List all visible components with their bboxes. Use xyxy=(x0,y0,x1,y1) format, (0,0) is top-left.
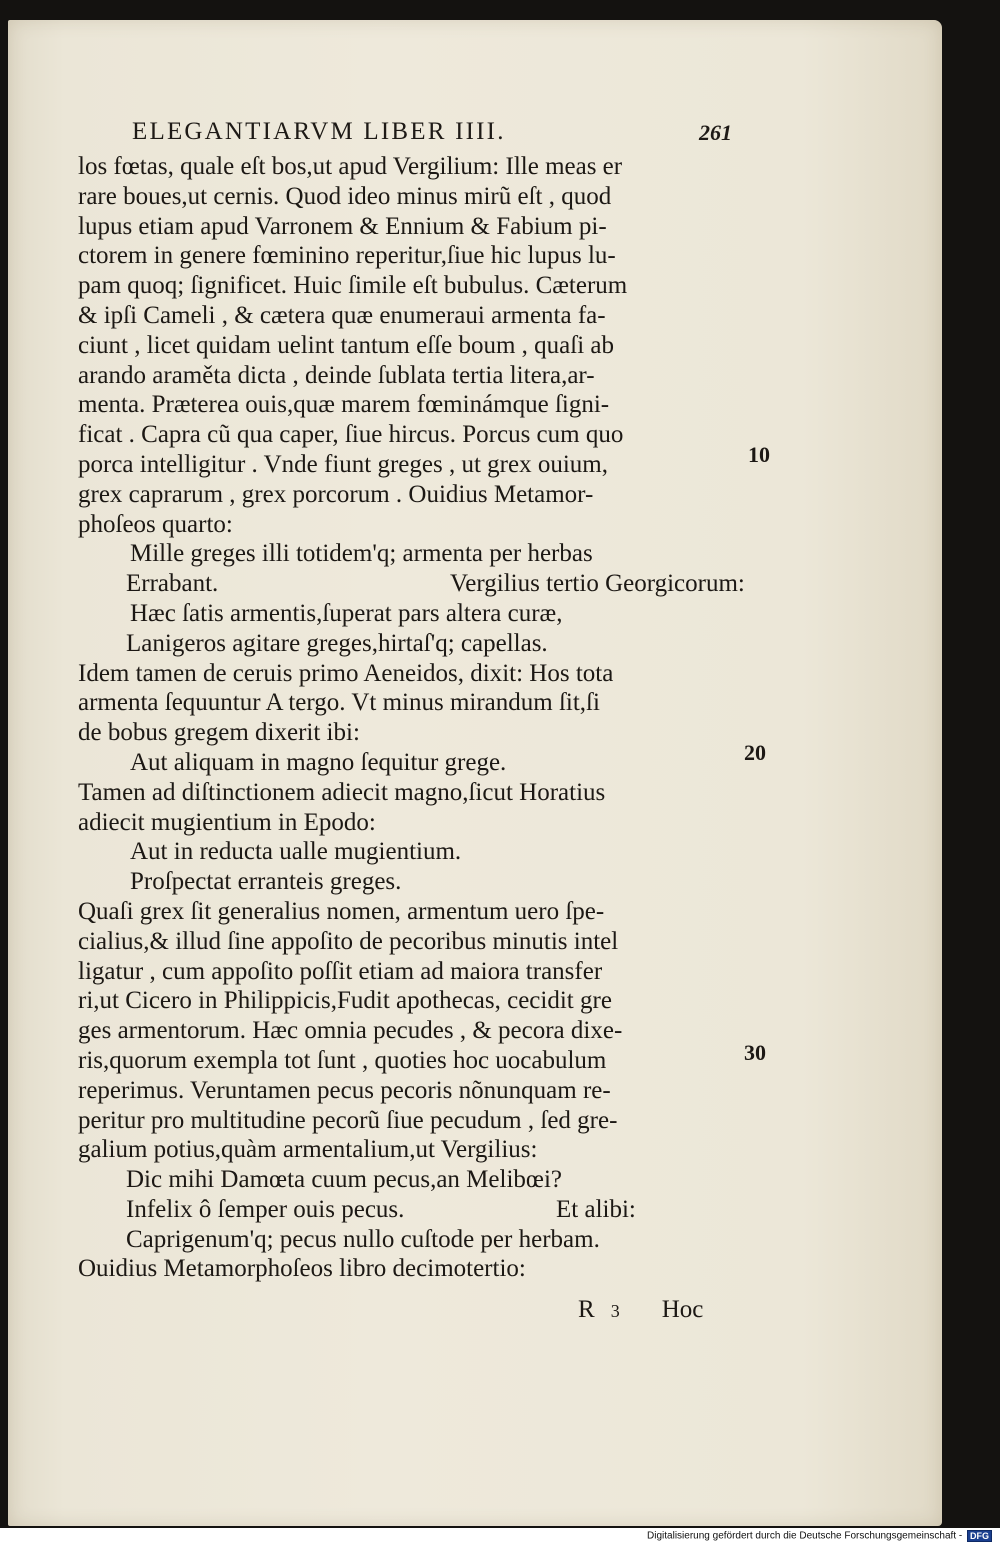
verse-line: Aut aliquam in magno ſequitur grege. xyxy=(130,748,507,776)
verse-line xyxy=(78,1195,748,1225)
verse-fragment: Errabant. xyxy=(126,570,219,598)
text-line: ligatur , cum appoſito poſſit etiam ad maiora transfer xyxy=(78,957,603,985)
verse-line: Mille greges illi totidem'q; armenta per herbas xyxy=(130,540,593,568)
text-line: cialius,& illud ſine appoſito de pecoribus minutis intel xyxy=(78,927,619,955)
margin-line-number: 30 xyxy=(744,1040,766,1065)
text-line: rare boues,ut cernis. Quod ideo minus mirũ eſt , quod xyxy=(78,182,612,210)
text-line: menta. Præterea ouis,quæ marem fœminámque ſigni- xyxy=(78,391,610,419)
text-line: ges armentorum. Hæc omnia pecudes , & pecora dixe- xyxy=(78,1017,623,1045)
verse-line: Caprigenum'q; pecus nullo cuſtode per herbam. xyxy=(126,1225,600,1253)
signature-mark: R xyxy=(578,1296,595,1323)
text-line: Quaſi grex ſit generalius nomen, armentum uero ſpe- xyxy=(78,897,605,925)
text-line: arando araměta dicta , deinde ſublata tertia litera,ar- xyxy=(78,361,595,389)
running-head: ELEGANTIARVM LIBER IIII. xyxy=(132,118,506,145)
margin-line-number: 10 xyxy=(748,442,770,467)
text-line: galium potius,quàm armentalium,ut Vergilius: xyxy=(78,1136,538,1164)
text-line: porca intelligitur . Vnde fiunt greges , ut grex ouium, xyxy=(78,450,608,478)
text-line: Idem tamen de ceruis primo Aeneidos, dixit: Hos tota xyxy=(78,659,614,687)
text-line: Tamen ad diſtinctionem adiecit magno,ſicut Horatius xyxy=(78,778,606,806)
verse-line: Proſpectat erranteis greges. xyxy=(130,868,402,896)
verse-line xyxy=(78,569,748,599)
text-line: reperimus. Veruntamen pecus pecoris nõnunquam re- xyxy=(78,1076,611,1104)
page-header xyxy=(132,118,732,148)
signature-number: 3 xyxy=(610,1301,620,1321)
text-line: lupus etiam apud Varronem & Ennium & Fabium pi- xyxy=(78,212,607,240)
text-line: grex caprarum , grex porcorum . Ouidius Metamor- xyxy=(78,480,594,508)
text-line: ctorem in genere fœminino reperitur,ſiue hic lupus lu- xyxy=(78,242,616,270)
text-line: armenta ſequuntur A tergo. Vt minus mirandum ſit,ſi xyxy=(78,689,600,717)
text-line: los fœtas, quale eſt bos,ut apud Vergilium: Ille meas er xyxy=(78,153,623,180)
text-line: ris,quorum exempla tot ſunt , quoties hoc uocabulum xyxy=(78,1046,607,1074)
credit-text: Digitalisierung gefördert durch die Deutsche Forschungsgemeinschaft - xyxy=(647,1530,963,1542)
citation-vergilius: Vergilius tertio Georgicorum: xyxy=(450,570,745,598)
text-line: adiecit mugientium in Epodo: xyxy=(78,808,376,836)
page-number: 261 xyxy=(699,120,732,145)
text-line: phoſeos quarto: xyxy=(78,510,233,538)
digitization-credit xyxy=(647,1530,992,1542)
verse-fragment: Infelix ô ſemper ouis pecus. xyxy=(126,1195,405,1223)
text-line: pam quoq; ſignificet. Huic ſimile eſt bubulus. Cæterum xyxy=(78,272,628,300)
margin-line-number: 20 xyxy=(744,740,766,765)
body-text xyxy=(78,152,748,1284)
text-line: & ipſi Cameli , & cætera quæ enumeraui armenta fa- xyxy=(78,301,606,329)
citation-et-alibi: Et alibi: xyxy=(556,1195,636,1223)
dfg-logo: DFG xyxy=(967,1530,992,1542)
verse-line: Lanigeros agitare greges,hirtaſ'q; capellas. xyxy=(126,629,548,657)
text-line: peritur pro multitudine pecorũ ſiue pecudum , ſed gre- xyxy=(78,1106,618,1134)
text-line: de bobus gregem dixerit ibi: xyxy=(78,719,360,747)
text-line: ficat . Capra cũ qua caper, ſiue hircus. Porcus cum quo xyxy=(78,421,624,449)
verse-line: Aut in reducta ualle mugientium. xyxy=(130,838,462,866)
verse-line: Dic mihi Damœta cuum pecus,an Melibœi? xyxy=(126,1166,562,1194)
text-line: ciunt , licet quidam uelint tantum eſſe boum , quaſi ab xyxy=(78,331,614,359)
signature-catchword-line xyxy=(578,1296,703,1324)
text-line: ri,ut Cicero in Philippicis,Fudit apothecas, cecidit gre xyxy=(78,987,612,1015)
verse-line: Hæc ſatis armentis,ſuperat pars altera curæ, xyxy=(130,599,563,627)
catchword: Hoc xyxy=(661,1296,704,1323)
text-line: Ouidius Metamorphoſeos libro decimotertio: xyxy=(78,1255,526,1283)
